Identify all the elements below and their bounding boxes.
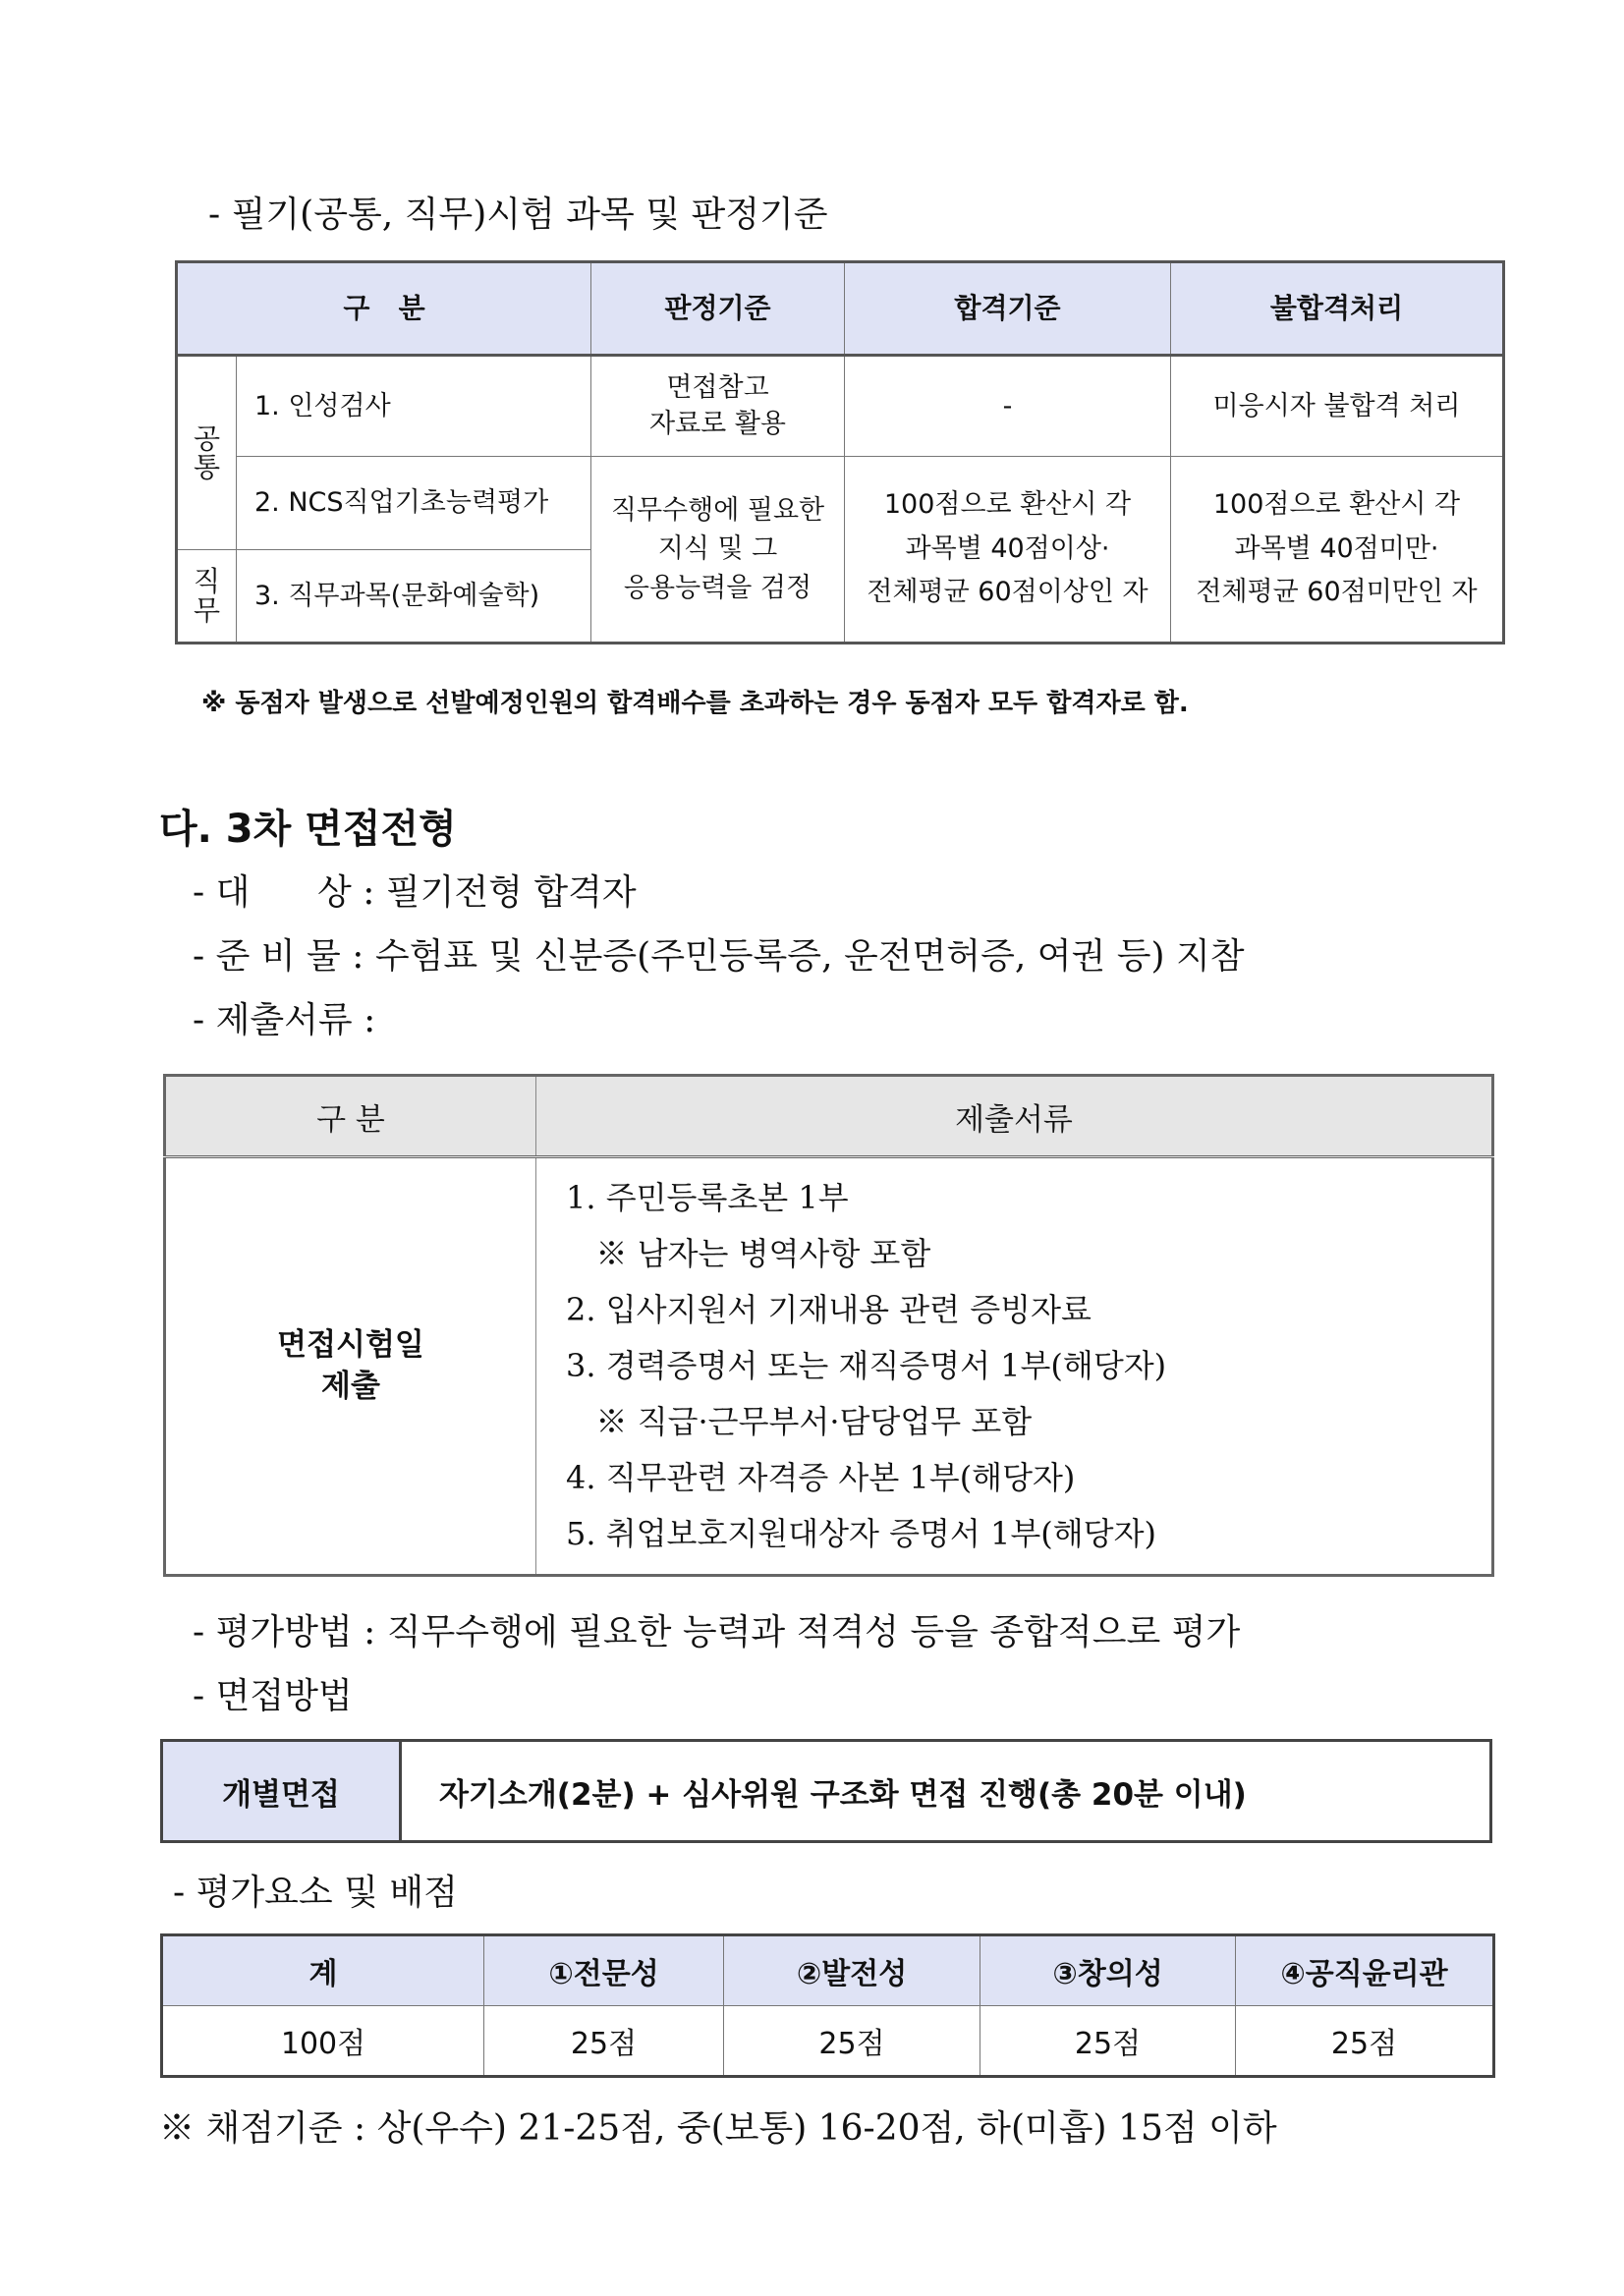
value-growth: 25점 bbox=[724, 2006, 980, 2077]
table-row bbox=[177, 356, 1504, 457]
table-row bbox=[165, 1157, 1493, 1576]
interview-method-table bbox=[160, 1739, 1492, 1843]
documents-list bbox=[536, 1157, 1493, 1576]
group-job: 직무 bbox=[177, 550, 237, 644]
value-creativity: 25점 bbox=[980, 2006, 1236, 2077]
table-header-row bbox=[177, 262, 1504, 356]
target-line: - 대 상 : 필기전형 합격자 bbox=[193, 872, 637, 913]
subject-personality: 1. 인성검사 bbox=[237, 356, 591, 457]
table-header-row bbox=[162, 1935, 1494, 2006]
header-fail: 불합격처리 bbox=[1171, 262, 1504, 356]
header-pass: 합격기준 bbox=[845, 262, 1171, 356]
list-item: ※ 남자는 병역사항 포함 bbox=[566, 1235, 931, 1272]
scoring-label: - 평가요소 및 배점 bbox=[173, 1873, 458, 1913]
subject-ncs: 2. NCS직업기초능력평가 bbox=[237, 457, 591, 550]
list-item: 4. 직무관련 자격증 사본 1부(해당자) bbox=[566, 1459, 1076, 1496]
fail-shared: 100점으로 환산시 각 과목별 40점미만· 전체평균 60점미만인 자 bbox=[1171, 457, 1504, 644]
pass-personality: - bbox=[845, 356, 1171, 457]
method-label: 개별면접 bbox=[162, 1741, 401, 1842]
tie-note: ※ 동점자 발생으로 선발예정인원의 합격배수를 초과하는 경우 동점자 모두 합격자로 함. bbox=[201, 689, 1189, 718]
value-expertise: 25점 bbox=[484, 2006, 724, 2077]
subject-job: 3. 직무과목(문화예술학) bbox=[237, 550, 591, 644]
list-item: 1. 주민등록초본 1부 bbox=[566, 1179, 849, 1216]
interview-method-label: - 면접방법 bbox=[193, 1676, 353, 1716]
header-ethics: ④공직윤리관 bbox=[1236, 1935, 1494, 2006]
list-item: ※ 직급·근무부서·담당업무 포함 bbox=[566, 1403, 1033, 1440]
written-exam-table bbox=[175, 260, 1505, 644]
fail-personality: 미응시자 불합격 처리 bbox=[1171, 356, 1504, 457]
table-header-row bbox=[165, 1076, 1493, 1157]
table-row bbox=[177, 457, 1504, 550]
value-total: 100점 bbox=[162, 2006, 484, 2077]
header-expertise: ①전문성 bbox=[484, 1935, 724, 2006]
table-row bbox=[162, 2006, 1494, 2077]
written-exam-heading: - 필기(공통, 직무)시험 과목 및 판정기준 bbox=[208, 195, 828, 235]
header-documents: 제출서류 bbox=[536, 1076, 1493, 1157]
scoring-table bbox=[160, 1933, 1495, 2078]
supplies-line: - 준 비 물 : 수험표 및 신분증(주민등록증, 운전면허증, 여권 등) 지참 bbox=[193, 936, 1245, 977]
list-item: 5. 취업보호지원대상자 증명서 1부(해당자) bbox=[566, 1515, 1156, 1552]
header-category: 구 분 bbox=[165, 1076, 536, 1157]
criteria-personality: 면접참고 자료로 활용 bbox=[591, 356, 845, 457]
group-common: 공통 bbox=[177, 356, 237, 550]
scoring-note: ※ 채점기준 : 상(우수) 21-25점, 중(보통) 16-20점, 하(미흡) 15점 이하 bbox=[159, 2108, 1277, 2149]
submission-timing: 면접시험일 제출 bbox=[165, 1157, 536, 1576]
header-criteria: 판정기준 bbox=[591, 262, 845, 356]
list-item: 2. 입사지원서 기재내용 관련 증빙자료 bbox=[566, 1291, 1092, 1328]
header-creativity: ③창의성 bbox=[980, 1935, 1236, 2006]
eval-method-line: - 평가방법 : 직무수행에 필요한 능력과 적격성 등을 종합적으로 평가 bbox=[193, 1612, 1241, 1652]
pass-shared: 100점으로 환산시 각 과목별 40점이상· 전체평균 60점이상인 자 bbox=[845, 457, 1171, 644]
header-growth: ②발전성 bbox=[724, 1935, 980, 2006]
list-item: 3. 경력증명서 또는 재직증명서 1부(해당자) bbox=[566, 1347, 1167, 1384]
criteria-shared: 직무수행에 필요한 지식 및 그 응용능력을 검정 bbox=[591, 457, 845, 644]
header-total: 계 bbox=[162, 1935, 484, 2006]
method-description: 자기소개(2분) + 심사위원 구조화 면접 진행(총 20분 이내) bbox=[439, 1776, 1247, 1813]
documents-table bbox=[163, 1074, 1494, 1577]
value-ethics: 25점 bbox=[1236, 2006, 1494, 2077]
header-category: 구 분 bbox=[177, 262, 591, 356]
section-title: 다. 3차 면접전형 bbox=[159, 807, 457, 852]
documents-label: - 제출서류 : bbox=[193, 1000, 376, 1040]
table-row bbox=[162, 1741, 1491, 1842]
